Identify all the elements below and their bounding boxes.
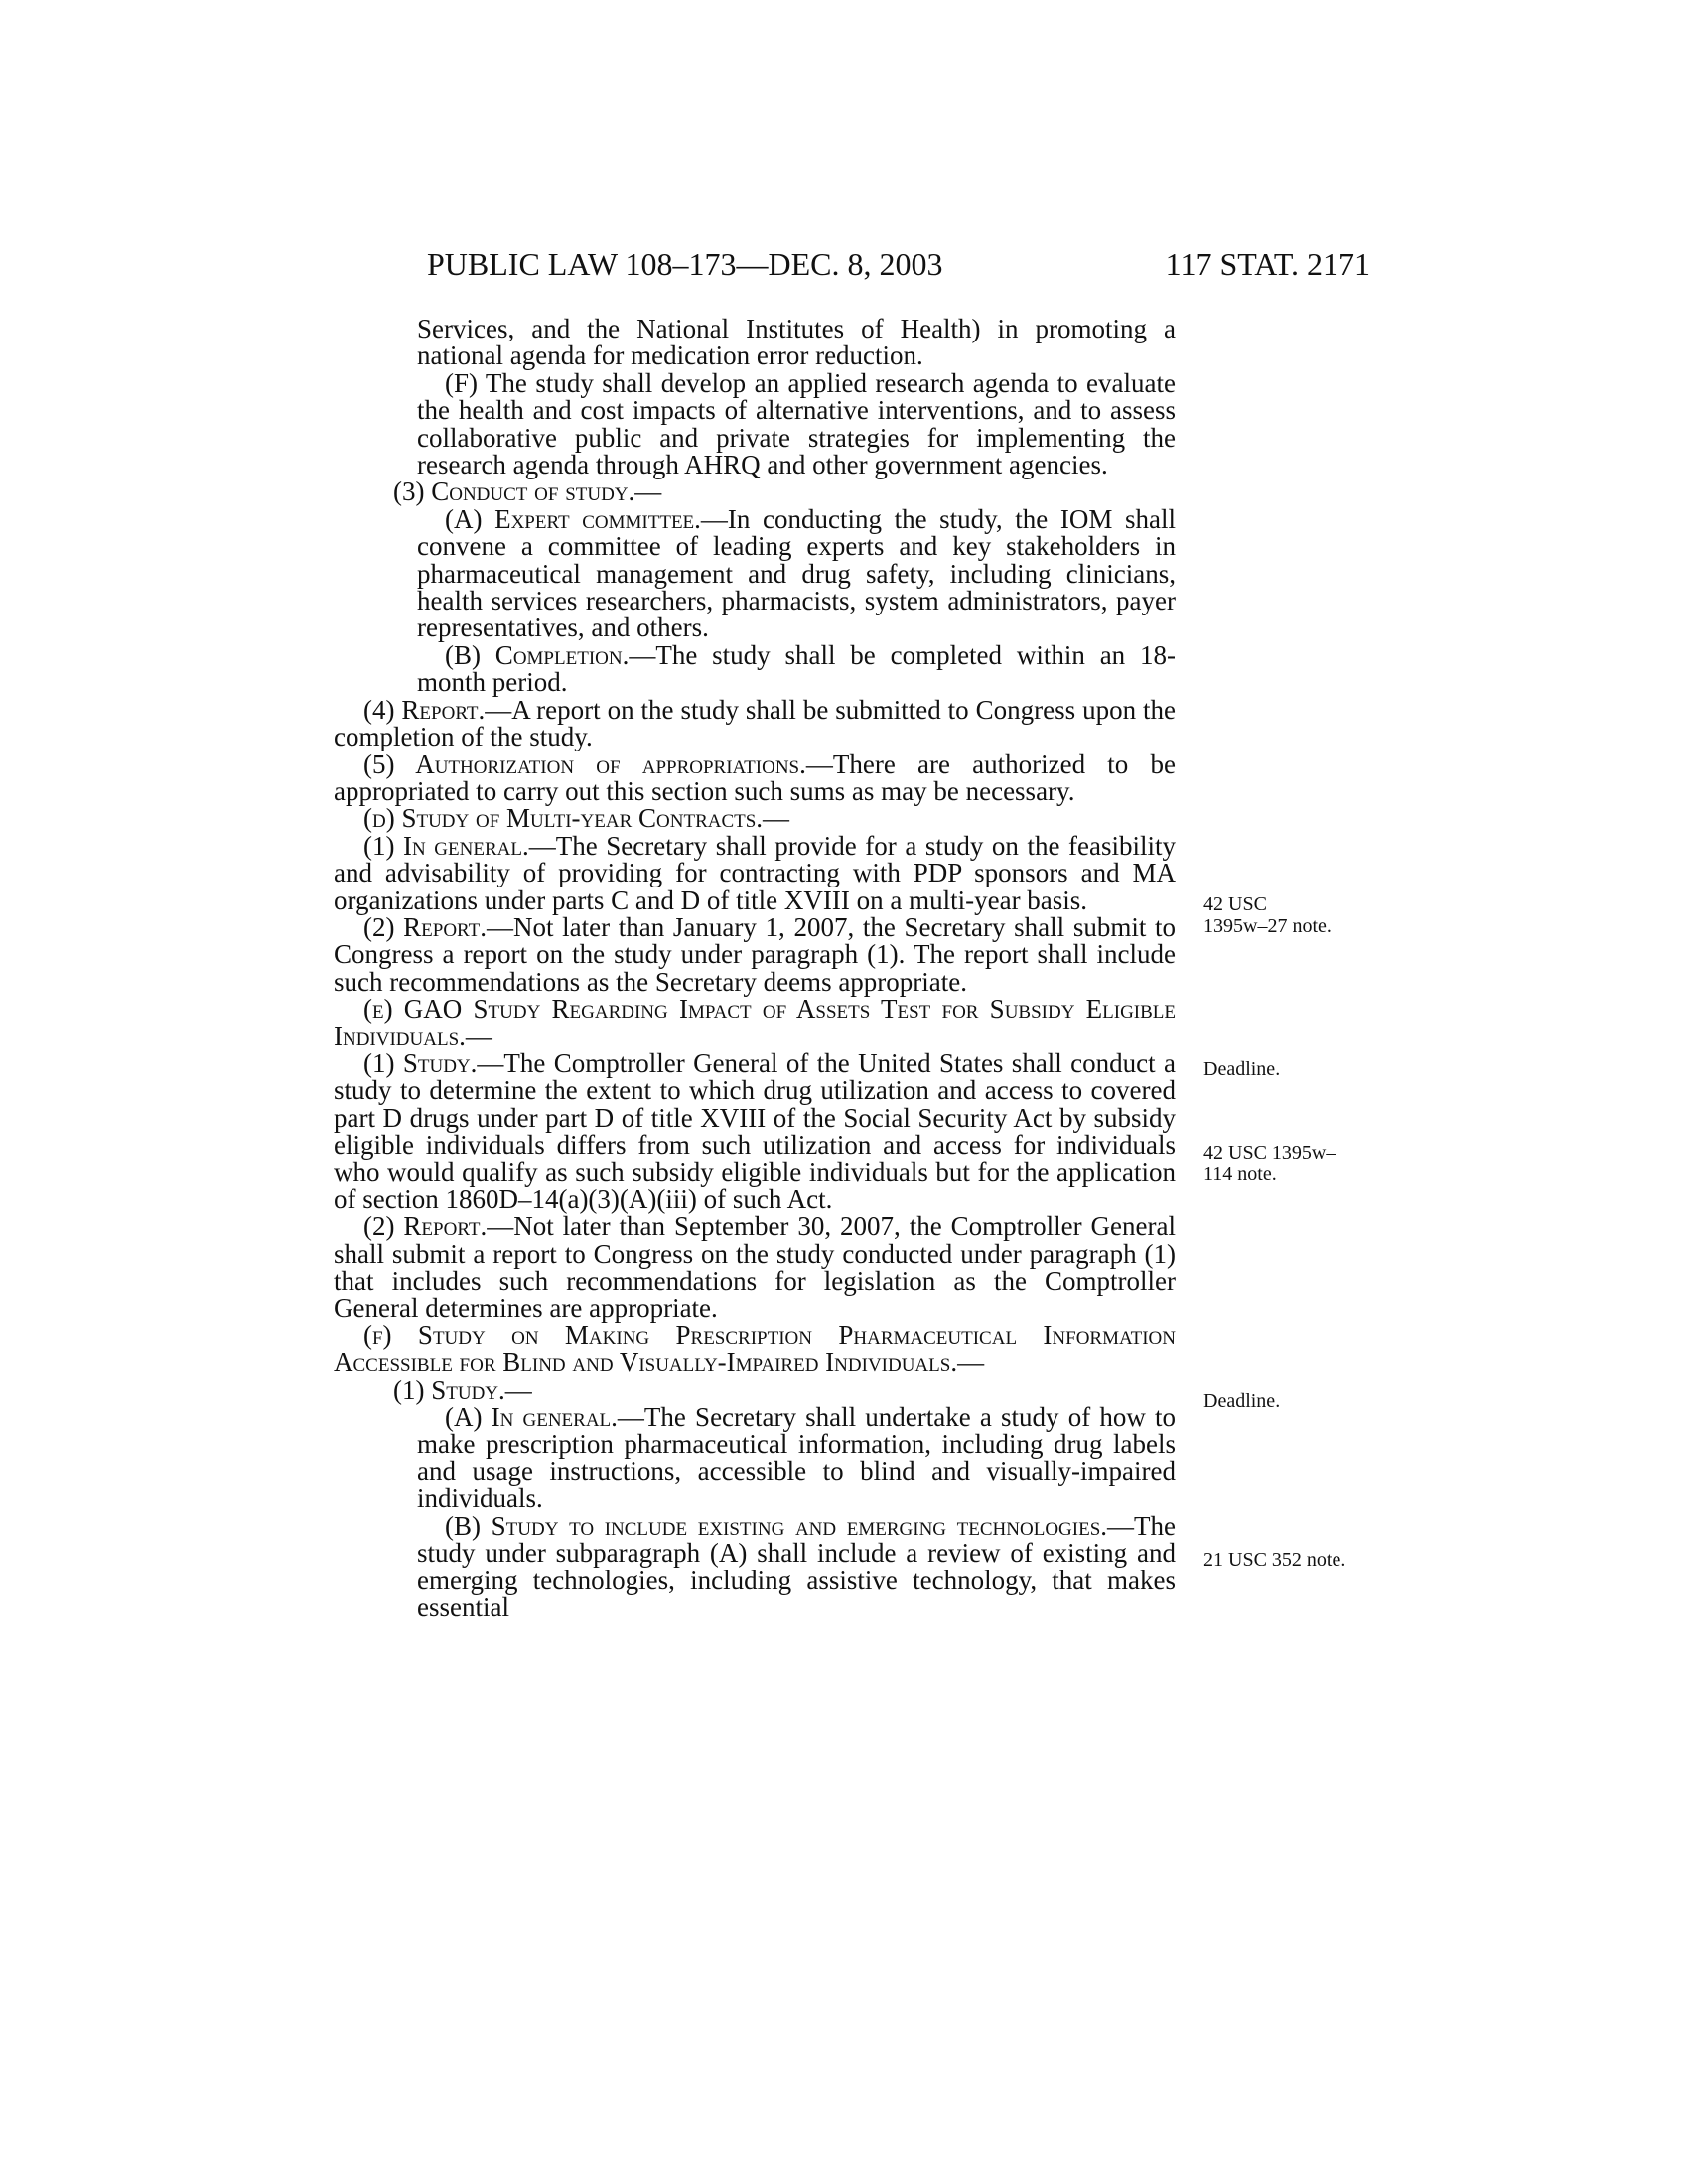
paragraph-text: There are authorized to be appropriated to carry out this section such sums as may be necessary. bbox=[334, 749, 1176, 806]
paragraph bbox=[334, 1322, 1176, 1377]
paragraph bbox=[334, 830, 1176, 915]
paragraph-text: A report on the study shall be submitted to Congress upon the completion of the study. bbox=[334, 694, 1176, 752]
paragraph bbox=[334, 996, 1176, 1050]
margin-note-citation: 21 USC 352 note. bbox=[1203, 1549, 1346, 1570]
margin-note-deadline: Deadline. bbox=[1203, 1390, 1281, 1412]
paragraph-label: (B) Completion.— bbox=[445, 639, 656, 670]
paragraph-label: (2) Report.— bbox=[363, 1211, 514, 1242]
paragraph-label: (3) Conduct of study.— bbox=[393, 477, 662, 507]
paragraph bbox=[334, 694, 1176, 752]
paragraph bbox=[334, 1047, 1176, 1214]
paragraph bbox=[334, 1404, 1176, 1513]
paragraph-text: Not later than September 30, 2007, the Comptroller General shall submit a report to Congress on the study conducted under paragraph (1) that includes such recommendations for legislation as the Comptroller General determines are appropriate. bbox=[334, 1211, 1176, 1323]
paragraph-text: The Comptroller General of the United States shall conduct a study to determine the extent to which drug utilization and access to covered part D drugs under part D of title XVIII of the Social Security Act by subsidy eligible individuals differs from such utilization and access for individuals who would qualify as such subsidy eligible individuals but for the application of section 1860D–14(a)(3)(A)(iii) of such Act. bbox=[334, 1047, 1176, 1214]
paragraph-text: Services, and the National Institutes of Health) in promoting a national agenda for medication error reduction. bbox=[417, 314, 1176, 371]
paragraph bbox=[334, 316, 1176, 370]
paragraph-label: (B) Study to include existing and emerging technologies.— bbox=[445, 1510, 1135, 1541]
running-head: PUBLIC LAW 108–173—DEC. 8, 2003 bbox=[427, 246, 943, 282]
paragraph-text: The Secretary shall undertake a study of how to make prescription pharmaceutical information, including drug labels and usage instructions, accessible to blind and visually-impaired individuals. bbox=[417, 1402, 1176, 1514]
paragraph-label: (2) Report.— bbox=[363, 911, 513, 942]
paragraph bbox=[334, 1374, 1176, 1405]
paragraph-text: (F) The study shall develop an applied research agenda to evaluate the health and cost impacts of alternative interventions, and to assess collaborative public and private strategies for implementing the research agenda through AHRQ and other government agencies. bbox=[417, 367, 1176, 480]
paragraph-label: (d) Study of Multi-year Contracts.— bbox=[363, 803, 790, 834]
paragraph bbox=[334, 805, 1176, 832]
statute-page-number: 117 STAT. 2171 bbox=[1165, 246, 1370, 282]
paragraph-text: The study shall be completed within an 18-month period. bbox=[417, 639, 1176, 698]
paragraph-label: (f) Study on Making Prescription Pharmaceutical Information Accessible for Blind and Visually-Impaired Individuals.— bbox=[334, 1320, 1176, 1378]
margin-note-citation: 42 USC 1395w–114 note. bbox=[1203, 1142, 1336, 1185]
paragraph bbox=[334, 1510, 1176, 1623]
paragraph-label: (5) Authorization of appropriations.— bbox=[363, 749, 833, 779]
paragraph-label: (A) Expert committee.— bbox=[445, 503, 728, 534]
paragraph bbox=[334, 911, 1176, 997]
paragraph-text: In conducting the study, the IOM shall convene a committee of leading experts and key stakeholders in pharmaceutical management and drug safety, including clinicians, health services researchers, pharmacists, system administrators, payer representatives, and others. bbox=[417, 503, 1176, 643]
paragraph-label: (4) Report.— bbox=[363, 694, 512, 725]
paragraph bbox=[334, 478, 1176, 505]
paragraph bbox=[334, 367, 1176, 480]
margin-note-citation: 42 USC 1395w–27 note. bbox=[1203, 893, 1332, 937]
paragraph bbox=[334, 751, 1176, 806]
paragraph-text: The Secretary shall provide for a study on the feasibility and advisability of providing for contracting with PDP sponsors and MA organizations under parts C and D of title XVIII on a multi-year basis. bbox=[334, 830, 1176, 915]
paragraph-label: (A) In general.— bbox=[445, 1402, 644, 1433]
margin-note-deadline: Deadline. bbox=[1203, 1058, 1281, 1080]
paragraph-label: (1) In general.— bbox=[363, 830, 556, 861]
paragraph-text: Not later than January 1, 2007, the Secretary shall submit to Congress a report on the study under paragraph (1). The report shall include such recommendations as the Secretary deems appropriate. bbox=[334, 911, 1176, 997]
paragraph bbox=[334, 1213, 1176, 1322]
paragraph bbox=[334, 503, 1176, 643]
paragraph bbox=[334, 639, 1176, 698]
paragraph-label: (1) Study.— bbox=[363, 1047, 504, 1078]
page-header bbox=[407, 246, 1370, 286]
statute-body bbox=[334, 316, 1176, 1622]
paragraph-text: The study under subparagraph (A) shall include a review of existing and emerging technologies, including assistive technology, that makes essential bbox=[417, 1510, 1176, 1623]
paragraph-label: (e) GAO Study Regarding Impact of Assets Test for Subsidy Eligible Individuals.— bbox=[334, 994, 1176, 1051]
paragraph-label: (1) Study.— bbox=[393, 1374, 532, 1405]
